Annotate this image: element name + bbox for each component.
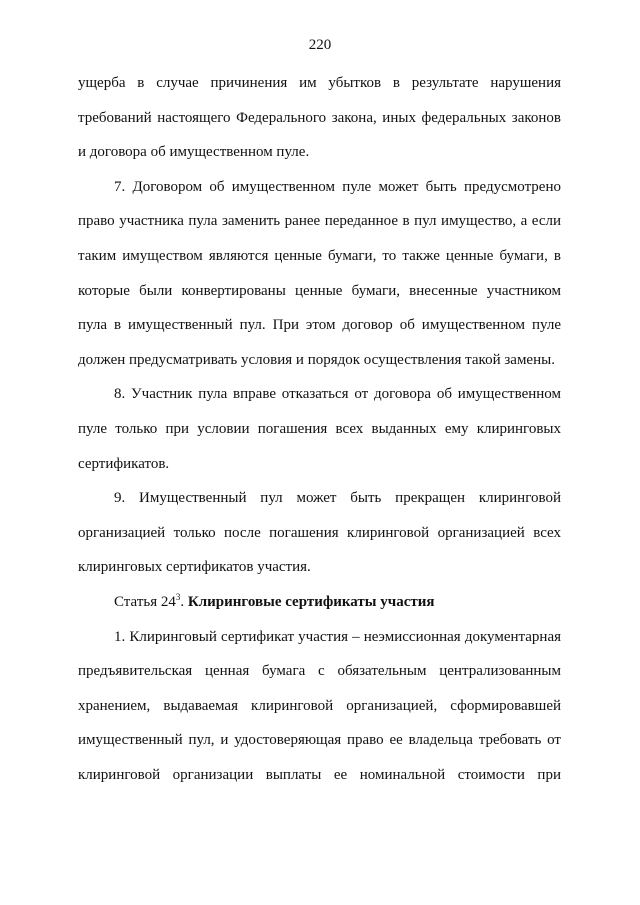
paragraph-item-7 [78,170,561,378]
paragraph-item-8 [78,377,561,481]
text-line: должен предусматривать условия и порядок осуществления такой замены. [78,351,555,368]
text-line: 1. Клиринговый сертификат участия – неэмиссионная документарная [114,628,561,645]
text-line: и договора об имущественном пуле. [78,144,310,161]
article-title: Клиринговые сертификаты участия [187,593,435,610]
text-line: 9. Имущественный пул может быть прекращен клиринговой [114,490,561,507]
text-line: требований настоящего Федерального закона, иных федеральных законов [78,109,561,126]
paragraph-article-1 [78,620,561,793]
text-line: 8. Участник пула вправе отказаться от договора об имущественном [114,386,561,403]
text-line: организацией только после погашения клиринговой организацией всех [78,524,561,541]
document-body [78,66,561,792]
text-line: пуле только при условии погашения всех выданных ему клиринговых [78,420,561,437]
paragraph-item-9 [78,481,561,585]
paragraph-intro [78,66,561,170]
text-line: 7. Договором об имущественном пуле может быть предусмотрено [114,178,561,195]
text-line: хранением, выдаваемая клиринговой организацией, сформировавшей [78,697,561,714]
article-superscript: 3 [175,591,181,602]
article-heading [78,585,561,620]
article-number: Статья 24 [114,593,176,610]
page-number: 220 [308,37,332,53]
text-line: пула в имущественный пул. При этом договор об имущественном пуле [78,317,561,334]
text-line: сертификатов. [78,455,170,472]
text-line: клиринговых сертификатов участия. [78,559,311,576]
text-line: право участника пула заменить ранее переданное в пул имущество, а если [78,213,561,230]
text-line: которые были конвертированы ценные бумаги, внесенные участником [78,282,561,299]
article-separator: . [180,593,188,610]
text-line: клиринговой организации выплаты ее номинальной стоимости при [78,766,561,783]
text-line: ущерба в случае причинения им убытков в результате нарушения [78,75,561,91]
text-line: имущественный пул, и удостоверяющая право ее владельца требовать от [78,732,561,749]
text-line: предъявительская ценная бумага с обязательным централизованным [78,663,561,680]
text-line: таким имуществом являются ценные бумаги, то также ценные бумаги, в [78,247,561,264]
